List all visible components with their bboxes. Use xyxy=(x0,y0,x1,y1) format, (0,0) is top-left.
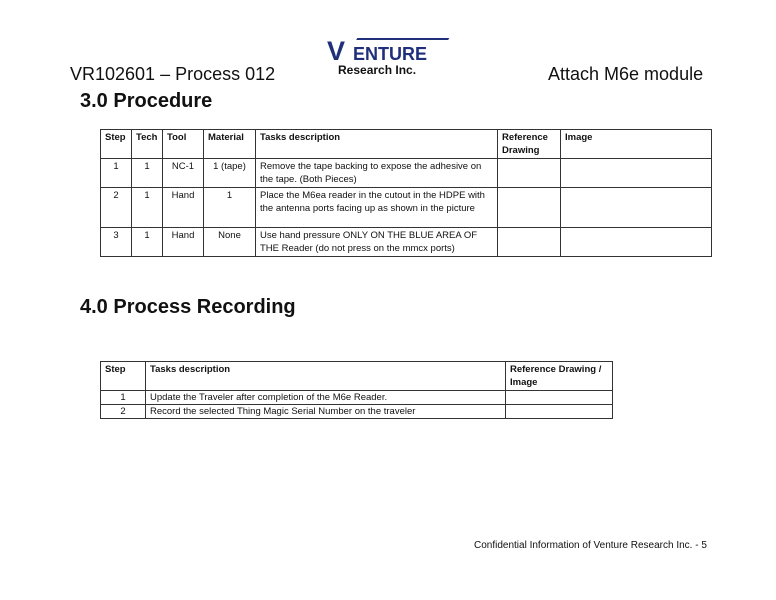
image-cell xyxy=(561,159,712,188)
col-header: Reference Drawing / Image xyxy=(506,362,613,391)
page-footer: Confidential Information of Venture Research Inc. - 5 xyxy=(474,540,707,551)
col-header: Image xyxy=(561,130,712,159)
tool-cell: Hand xyxy=(163,228,204,257)
col-header: Tool xyxy=(163,130,204,159)
col-header: Step xyxy=(101,362,146,391)
document-id: VR102601 – Process 012 xyxy=(70,64,276,84)
col-header: Reference Drawing xyxy=(498,130,561,159)
ref-cell xyxy=(498,159,561,188)
tech-cell: 1 xyxy=(132,228,163,257)
venture-research-logo: V ENTURE Research Inc. xyxy=(325,36,455,80)
step-cell: 1 xyxy=(101,159,132,188)
image-cell xyxy=(561,228,712,257)
ref-cell xyxy=(498,188,561,228)
tech-cell: 1 xyxy=(132,159,163,188)
step-cell: 2 xyxy=(101,405,146,419)
ref-cell xyxy=(498,228,561,257)
task-cell: Update the Traveler after completion of the M6e Reader. xyxy=(146,391,506,405)
document-title: Attach M6e module xyxy=(548,64,704,84)
col-header: Material xyxy=(204,130,256,159)
tool-cell: NC-1 xyxy=(163,159,204,188)
process-recording-heading: 4.0 Process Recording xyxy=(80,296,296,318)
table-row xyxy=(101,405,613,419)
table-header-row xyxy=(101,362,613,391)
ref-cell xyxy=(506,405,613,419)
col-header: Tasks description xyxy=(256,130,498,159)
material-cell: 1 (tape) xyxy=(204,159,256,188)
table-row xyxy=(101,228,712,257)
process-recording-table xyxy=(100,361,613,419)
image-cell xyxy=(561,188,712,228)
ref-cell xyxy=(506,391,613,405)
step-cell: 2 xyxy=(101,188,132,228)
task-cell: Record the selected Thing Magic Serial Number on the traveler xyxy=(146,405,506,419)
table-row xyxy=(101,159,712,188)
step-cell: 1 xyxy=(101,391,146,405)
step-cell: 3 xyxy=(101,228,132,257)
col-header: Tech xyxy=(132,130,163,159)
table-header-row xyxy=(101,130,712,159)
tool-cell: Hand xyxy=(163,188,204,228)
table-row xyxy=(101,391,613,405)
task-cell: Remove the tape backing to expose the adhesive on the tape. (Both Pieces) xyxy=(256,159,498,188)
task-cell: Place the M6ea reader in the cutout in the HDPE with the antenna ports facing up as shown in the picture xyxy=(256,188,498,228)
material-cell: None xyxy=(204,228,256,257)
col-header: Step xyxy=(101,130,132,159)
col-header: Tasks description xyxy=(146,362,506,391)
tech-cell: 1 xyxy=(132,188,163,228)
table-row xyxy=(101,188,712,228)
task-cell: Use hand pressure ONLY ON THE BLUE AREA OF THE Reader (do not press on the mmcx ports) xyxy=(256,228,498,257)
material-cell: 1 xyxy=(204,188,256,228)
procedure-heading: 3.0 Procedure xyxy=(80,90,213,112)
procedure-table xyxy=(100,129,712,257)
